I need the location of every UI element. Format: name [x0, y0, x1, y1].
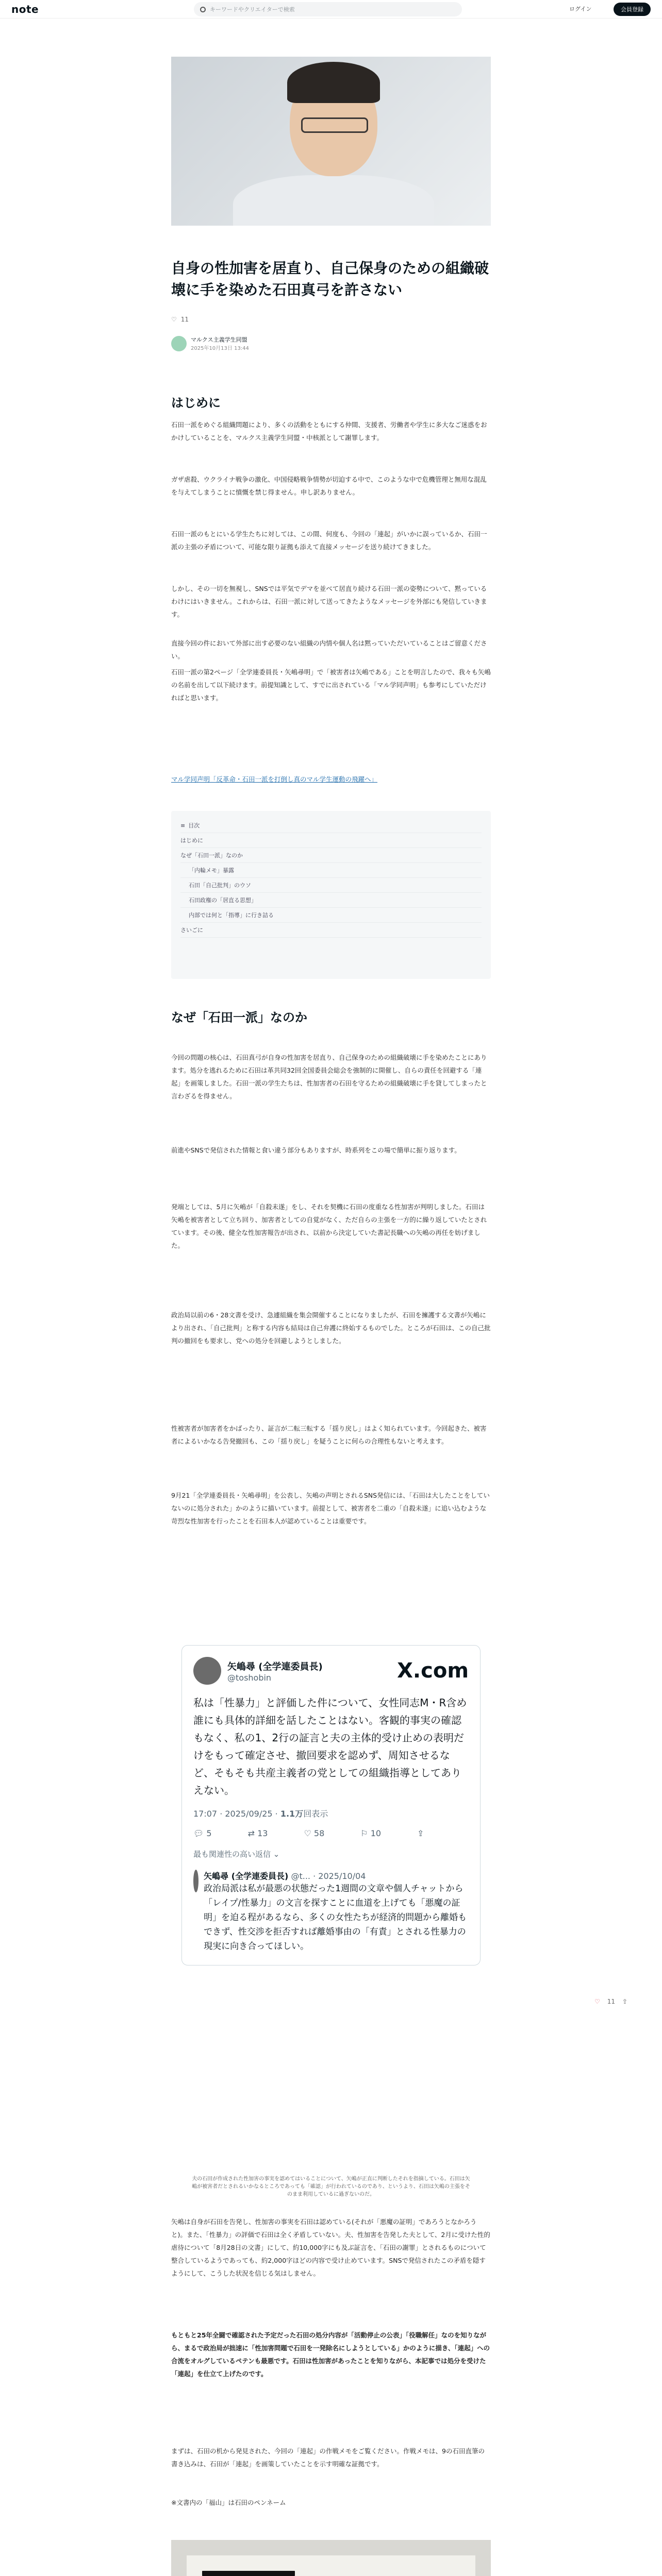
toc-item[interactable]: 石田「自己批判」のウソ: [180, 878, 482, 893]
search-placeholder: キーワードやクリエイターで検索: [210, 6, 295, 13]
toc-item[interactable]: 「内輪メモ」暴露: [180, 863, 482, 878]
like-action[interactable]: ♡ 58: [304, 1828, 325, 1838]
share-icon[interactable]: ⇪: [622, 1998, 628, 2005]
article-title: 自身の性加害を居直り、自己保身のための組織破壊に手を染めた石田真弓を許さない: [171, 260, 489, 298]
like-count: 11: [607, 1998, 616, 2005]
hero-hair-shape: [287, 62, 380, 103]
intro-paragraph: 石田一派をめぐる組織問題により、多くの活動をともにする仲間、支援者、労働者や学生に多大なご迷惑をおかけしていることを、マルクス主義学生同盟・中核派として謝罪します。: [171, 421, 487, 442]
repost-icon: ⇄: [247, 1828, 258, 1838]
list-icon: ≡: [180, 822, 186, 829]
hero-body-shape: [233, 175, 434, 226]
body-paragraph: 性被害者が加害者をかばったり、証言が二転三転する「揺り戻し」はよく知られています。今回起きた、被害者によるいかなる告発撤回も、この「揺り戻し」を疑うことに何らの合理性もないと考えます。: [171, 1425, 487, 1445]
bookmark-action[interactable]: ⚐ 10: [360, 1828, 382, 1838]
note-logo[interactable]: note: [11, 3, 39, 15]
reply-icon: 💬︎: [193, 1828, 207, 1838]
hero-image: [171, 57, 491, 226]
embedded-post[interactable]: [181, 1645, 481, 1965]
author-name[interactable]: マルクス主義学生同盟: [191, 336, 247, 343]
section-heading-intro: はじめに: [171, 396, 221, 410]
like-count: 11: [180, 316, 189, 323]
toc-item[interactable]: はじめに: [180, 833, 482, 848]
section-heading-why: なぜ「石田一派」なのか: [171, 1010, 307, 1025]
top-header: [0, 0, 662, 19]
body-paragraph: 前進やSNSで発信された情報と食い違う部分もありますが、時系列をこの場で簡単に振り返ります。: [171, 1146, 461, 1154]
intro-paragraph: ガザ虐殺、ウクライナ戦争の激化、中国侵略戦争情勢が切迫する中で、このような中で危機管理と無用な混乱を与えてしまうことに憤慨を禁じ得ません。申し訳ありません。: [171, 476, 487, 496]
publish-date: 2025年10月13日 13:44: [191, 346, 249, 351]
toc-item[interactable]: なぜ「石田一派」なのか: [180, 848, 482, 863]
body-paragraph: まずは、石田の机から発見された、今回の「連起」の作戦メモをご覧ください。作戦メモは、9の石田直筆の書き込みは、石田が「連起」を画策していたことを示す明確な証拠です。: [171, 2447, 485, 2468]
body-paragraph: 9月21「全学連委員長・矢嶋尋明」を公表し、矢嶋の声明とされるSNS発信には、「石田は大したことをしていないのに処分された」かのように描いています。前提として、被害者を二重の「自殺未遂」に追い込むような苛烈な性加害を行ったことを石田本人が認めていることは重要です。: [171, 1492, 490, 1525]
heart-icon[interactable]: ♡: [594, 1998, 600, 2005]
hero-glasses-shape: [301, 117, 368, 133]
reply-handle: @t... · 2025/10/04: [291, 1871, 366, 1881]
post-views-suffix: 回表示: [303, 1809, 328, 1819]
reply-post[interactable]: [193, 1870, 469, 1954]
heart-icon: ♡: [304, 1828, 314, 1838]
intro-paragraph: しかし、その一切を無視し、SNSでは平気でデマを並べて居直り続ける石田一派の姿勢について、黙っているわけにはいきません。これからは、石田一派に対して送ってきたようなメッセージを外部にも発信していきます。: [171, 585, 487, 618]
avatar[interactable]: [193, 1657, 221, 1685]
signup-button[interactable]: 会員登録: [614, 3, 651, 16]
statement-link[interactable]: マル学同声明「反革命・石田一派を打倒し真のマル学生運動の飛躍へ」: [171, 775, 378, 783]
heart-icon[interactable]: ♡: [171, 316, 177, 323]
table-of-contents: [171, 811, 491, 979]
post-author-handle[interactable]: @toshobin: [227, 1672, 272, 1683]
body-paragraph: 発端としては、5月に矢嶋が「自殺未遂」をし、それを契機に石田の度重なる性加害が判明しました。石田は矢嶋を被害者として立ち回り、加害者としての自覚がなく、ただ自らの主張を一方的に繰り返していたとされています。その後、健全な性加害報告が出され、以前から決定していた書記長職への矢嶋の再任を妨げました。: [171, 1203, 487, 1249]
memo-image[interactable]: [171, 2540, 491, 2576]
post-time: 17:07 · 2025/09/25 ·: [193, 1809, 280, 1819]
memo-page: [187, 2555, 475, 2576]
search-icon: [200, 7, 206, 12]
post-author-name[interactable]: 矢嶋尋 (全学連委員長): [227, 1661, 323, 1672]
author-block[interactable]: [171, 335, 249, 351]
post-text: 私は「性暴力」と評価した件について、女性同志M・R含め誰にも具体的詳細を話したことはない。客観的事実の確認もなく、私の1、2行の証言と夫の主体的受け止めの表明だけをもって確定させ、撤回要求を認めず、周知させるなど、そもそも共産主義者の党としての組織指導としてありえない。: [193, 1697, 467, 1797]
reply-text: 政治局派は私が最悪の状態だった1週間の文章や個人チャットから「レイプ/性暴力」の文言を探すことに血道を上げても「悪魔の証明」を迫る程があるなら、多くの女性たちが経済的問題から離婚もできず、性交渉を拒否すれば離婚事由の「有責」とされる性暴力の現実に向き合ってほしい。: [204, 1884, 467, 1952]
share-icon[interactable]: ⇪: [417, 1828, 424, 1838]
avatar[interactable]: [171, 336, 187, 351]
reply-author-name[interactable]: 矢嶋尋 (全学連委員長): [204, 1871, 289, 1881]
reply-action[interactable]: 💬︎ 5: [193, 1828, 212, 1838]
post-views: 1.1万: [280, 1809, 304, 1819]
body-paragraph: 矢嶋は自身が石田を告発し、性加害の事実を石田は認めている(それが「悪魔の証明」であろうとなかろうと)。また、「性暴力」の評価で石田は全く矛盾していない。夫、性加害を告発した夫として、2月に受けた性的虐待について「8月28日の文書」にして、約10,000字にも及ぶ証言を、「石田の謝罪」とされるものについて整合しているようであっても、約2,000字ほどの内容で受け止めています。SNSで発信されたこの矛盾を隠すようにして、こうした状況を信じる気はしません。: [171, 2218, 490, 2277]
more-replies-toggle[interactable]: 最も関連性の高い返信 ⌄: [193, 1850, 280, 1859]
redaction-bar: [202, 2571, 295, 2576]
intro-paragraph: 石田一派のもとにいる学生たちに対しては、この間、何度も、今回の「連起」がいかに誤っているか、石田一派の主張の矛盾について、可能な限り証拠も添えて直接メッセージを送り続けてきました。: [171, 530, 487, 551]
toc-item[interactable]: さいごに: [180, 923, 482, 938]
body-paragraph-bold: もともと25年全闘で確認された予定だった石田の処分内容が「活動停止の公表」「役職解任」なのを知りながら、まるで政治局が拙速に「性加害問題で石田を一発除名にしようとしている」かのように描き、「連起」への合流をオルグしているペテンも最悪です。石田は性加害があったことを知りながら、本記事では処分を受けた「連起」を仕立て上げたのです。: [171, 2331, 490, 2378]
image-caption: 夫の石田が作成された性加害の事実を認めてはいることについて、矢嶋が正直に判断したそれを指摘している。石田は矢嶋が被害者だとされるいかなるところであっても「確認」が行われているのであり、というより、石田は矢嶋の主張をそのまま利用しているに過ぎないのだ。: [192, 2176, 470, 2197]
intro-paragraph: 直接今回の件において外部に出す必要のない組織の内情や個人名は黙っていただいていることはご留意ください。: [171, 639, 487, 660]
bookmark-icon: ⚐: [360, 1828, 371, 1838]
avatar[interactable]: [193, 1870, 198, 1892]
login-link[interactable]: ログイン: [569, 6, 592, 12]
post-meta: [193, 1807, 469, 1819]
search-input[interactable]: [194, 2, 462, 16]
x-logo[interactable]: X.com: [397, 1659, 469, 1683]
floating-like[interactable]: [594, 1998, 627, 2005]
body-paragraph: 今回の問題の核心は、石田真弓が自身の性加害を居直り、自己保身のための組織破壊に手を染めたことにあります。処分を逃れるために石田は革共同32回全国委員会総会を強制的に開催し、自らの責任を回避する「連起」を画策しました。石田一派の学生たちは、性加害者の石田を守るための組織破壊に手を貸してしまったと言わざるを得ません。: [171, 1054, 487, 1100]
body-paragraph: 政治局以前の6・28文書を受け、急遽組織を集会開催することになりましたが、石田を擁護する文書が矢嶋により出され、「自己批判」と称する内容も結局は自己弁護に終始するものでした。ところが石田は、この自己批判の撤回をも要求し、党への処分を回避しようとしました。: [171, 1311, 491, 1345]
like-row[interactable]: [171, 316, 189, 323]
toc-item[interactable]: 石田政権の「居直る思想」: [180, 893, 482, 908]
body-paragraph: ※文書内の「福山」は石田のペンネーム: [171, 2499, 286, 2506]
intro-paragraph: 石田一派の第2ページ「全学連委員長・矢嶋尋明」で「被害者は矢嶋である」ことを明言したので、我々も矢嶋の名前を出して以下続けます。前提知識として、すでに出されている「マル学同声明」も参考にしていただければと思います。: [171, 668, 491, 702]
toc-item[interactable]: 内部では何と「指導」に行き詰る: [180, 908, 482, 923]
post-actions: [193, 1828, 469, 1838]
repost-action[interactable]: ⇄ 13: [247, 1828, 268, 1838]
toc-title[interactable]: ≡ 目次: [180, 818, 482, 833]
